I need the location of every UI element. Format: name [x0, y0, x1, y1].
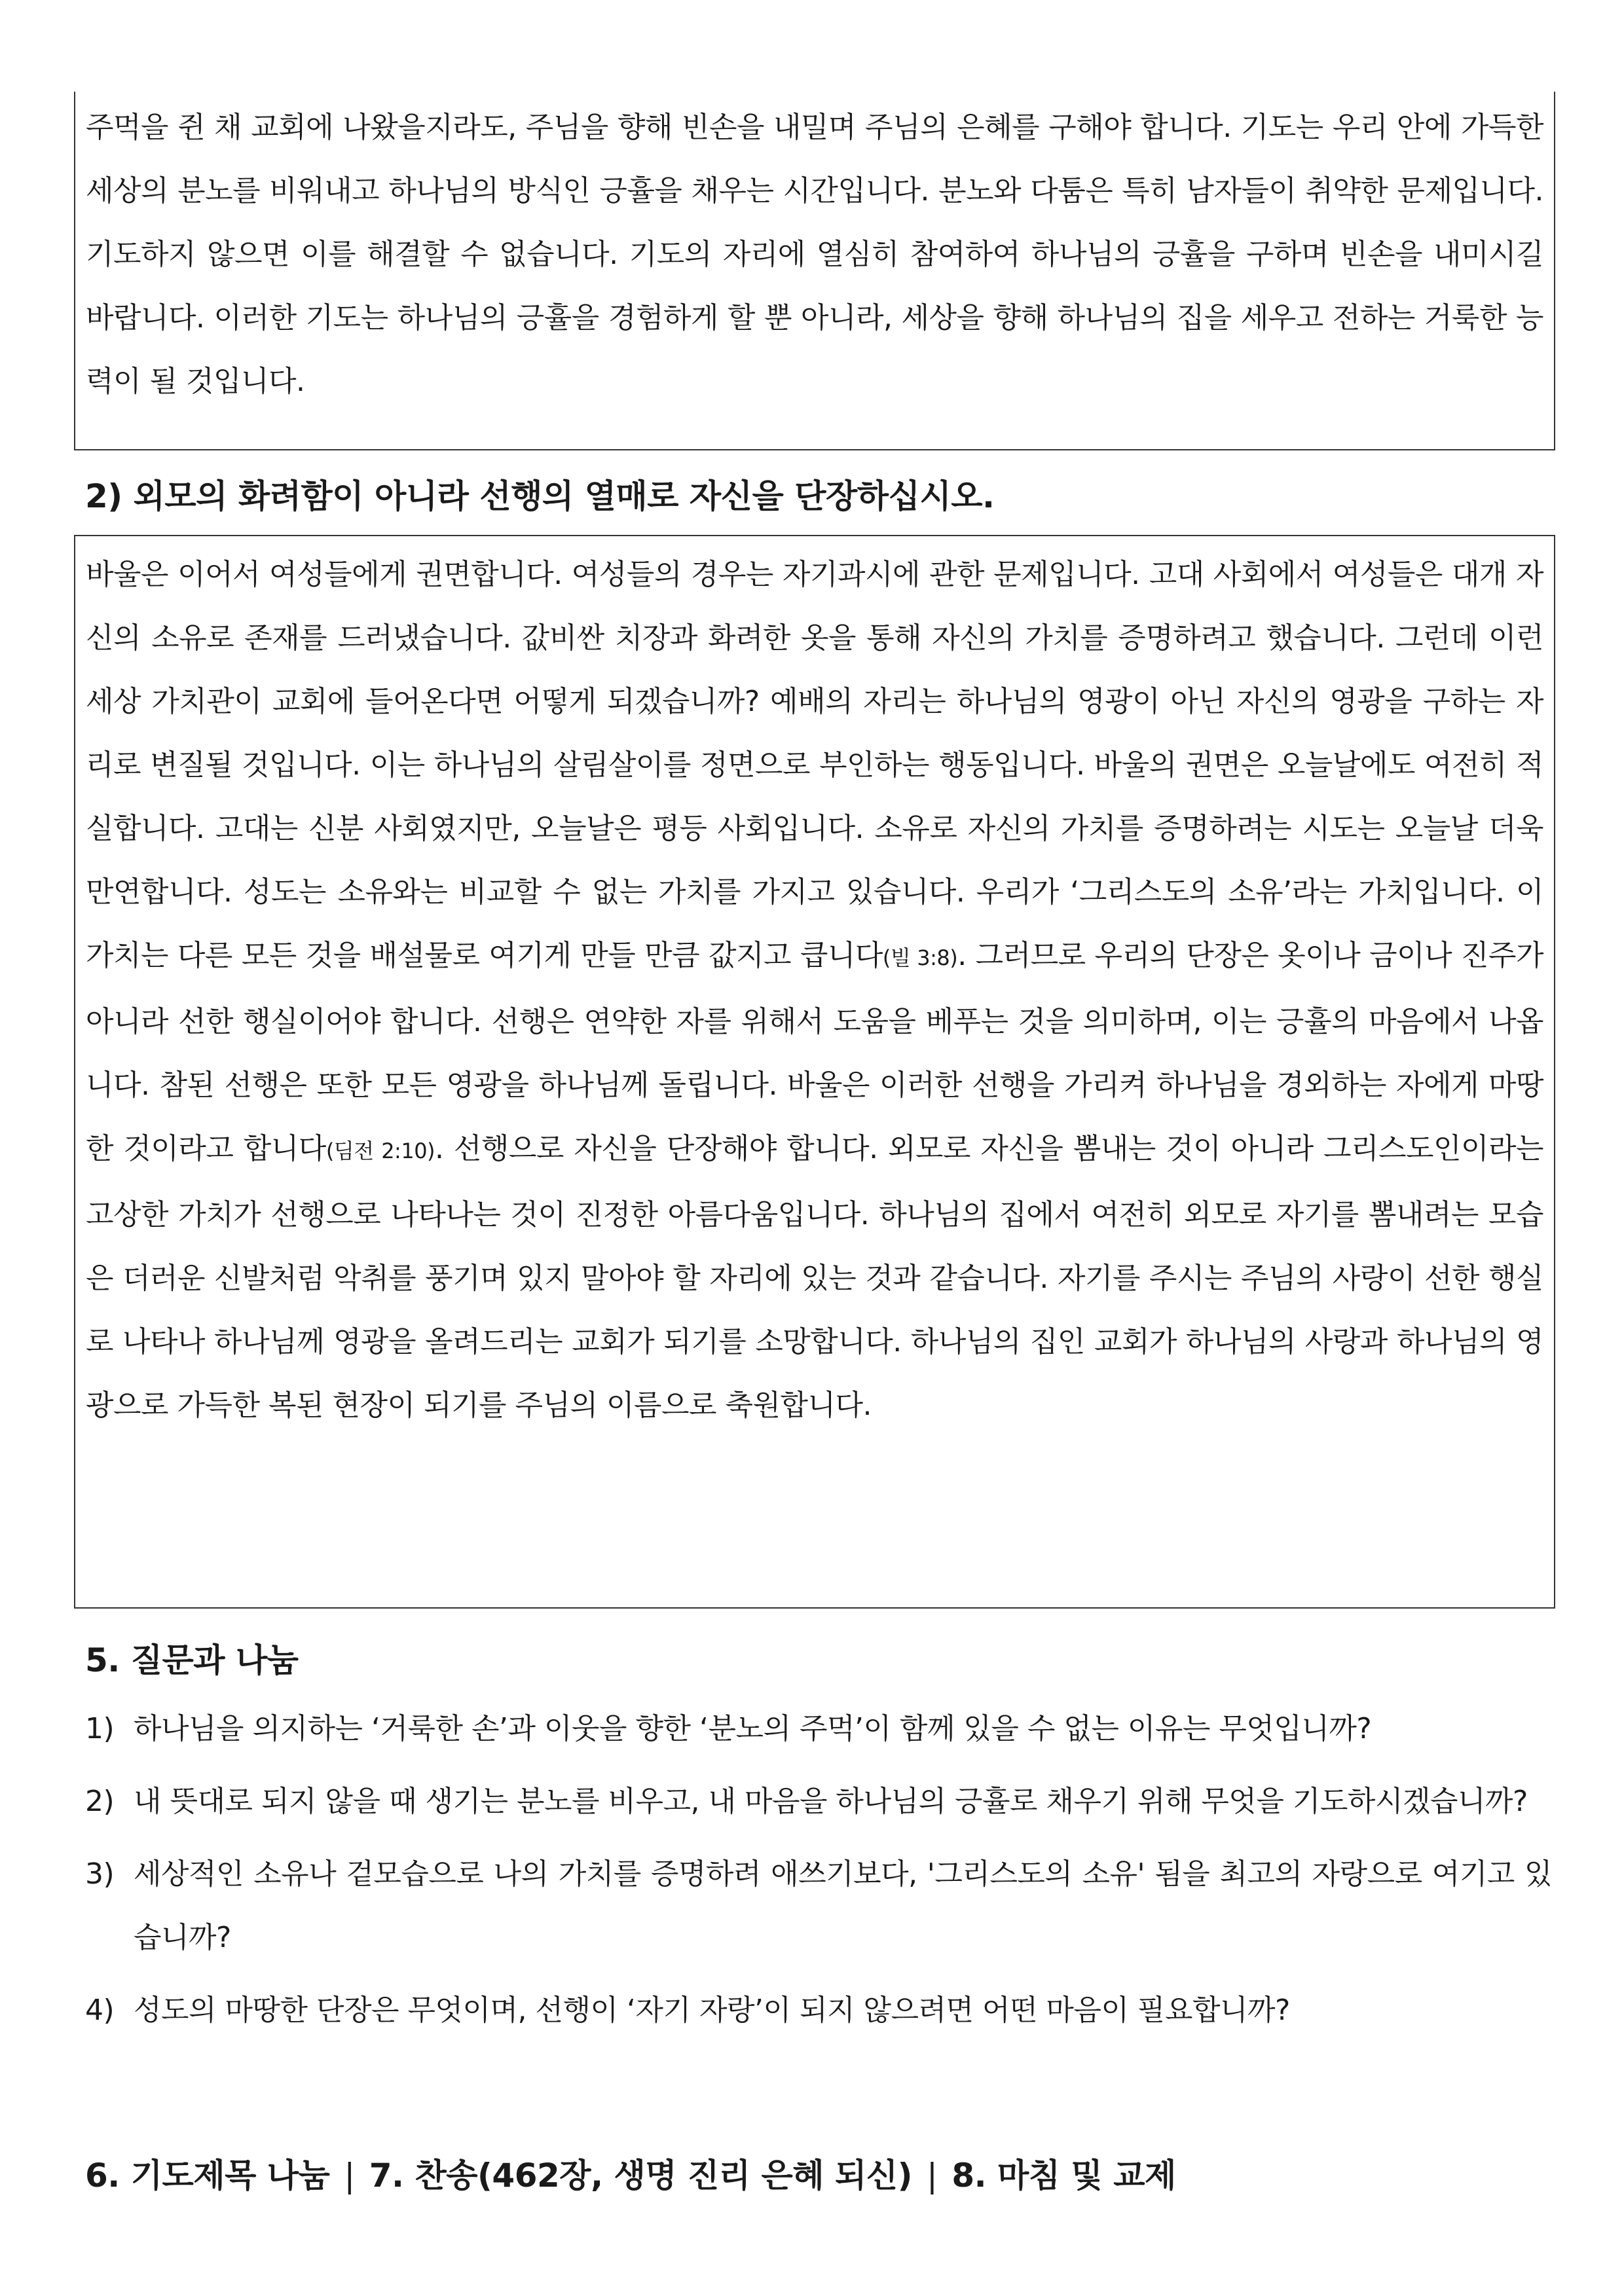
sermon-text-box-good-deeds [74, 535, 1555, 1609]
question-text: 내 뜻대로 되지 않을 때 생기는 분노를 비우고, 내 마음을 하나님의 긍휼로 채우기 위해 무엇을 기도하시겠습니까? [134, 1785, 1528, 1818]
scripture-reference: (딤전 2:10) [325, 1139, 435, 1163]
question-number: 1) [85, 1712, 115, 1745]
question-item [85, 1770, 1552, 1833]
scripture-reference: (빌 3:8) [882, 945, 958, 970]
prayer-sharing-item: 6. 기도제목 나눔 [85, 2157, 330, 2195]
section-heading-questions: 5. 질문과 나눔 [85, 1641, 299, 1679]
question-number: 2) [85, 1785, 115, 1818]
closing-item: 8. 마침 및 교제 [951, 2157, 1176, 2195]
good-deeds-paragraph [86, 543, 1543, 1437]
paragraph-part-1: 바울은 이어서 여성들에게 권면합니다. 여성들의 경우는 자기과시에 관한 문제입니다. 고대 사회에서 여성들은 대개 자신의 소유로 존재를 드러냈습니다. 값비싼 치장과 화려한 옷을 통해 자신의 가치를 증명하려고 했습니다. 그런데 이런 세상 가치관이 교회에 들어온다면 어떻게 되겠습니까? 예배의 자리는 하나님의 영광이 아닌 자신의 영광을 구하는 자리로 변질될 것입니다. 이는 하나님의 살림살이를 정면으로 부인하는 행동입니다. 바울의 권면은 오늘날에도 여전히 적실합니다. 고대는 신분 사회였지만, 오늘날은 평등 사회입니다. 소유로 자신의 가치를 증명하려는 시도는 오늘날 더욱 만연합니다. 성도는 소유와는 비교할 수 없는 가치를 가지고 있습니다. 우리가 ‘그리스도의 소유’라는 가치입니다. 이 가치는 다른 모든 것을 배설물로 여기게 만들 만큼 값지고 큽니다 [86, 558, 1543, 972]
question-item [85, 1697, 1552, 1760]
separator: | [926, 2157, 938, 2195]
question-list [85, 1697, 1552, 2051]
separator: | [344, 2157, 355, 2195]
question-text: 성도의 마땅한 단장은 무엇이며, 선행이 ‘자기 자랑’이 되지 않으려면 어떤 마음이 필요합니까? [134, 1994, 1290, 2027]
sermon-text-box-prayer [74, 92, 1555, 450]
question-text: 세상적인 소유나 겉모습으로 나의 가치를 증명하려 애쓰기보다, '그리스도의 소유' 됨을 최고의 자랑으로 여기고 있습니까? [134, 1857, 1552, 1954]
closing-order-line [85, 2156, 1176, 2195]
question-number: 4) [85, 1994, 115, 2027]
prayer-paragraph: 주먹을 쥔 채 교회에 나왔을지라도, 주님을 향해 빈손을 내밀며 주님의 은혜를 구해야 합니다. 기도는 우리 안에 가득한 세상의 분노를 비워내고 하나님의 방식인 긍휼을 채우는 시간입니다. 분노와 다툼은 특히 남자들이 취약한 문제입니다. 기도하지 않으면 이를 해결할 수 없습니다. 기도의 자리에 열심히 참여하여 하나님의 긍휼을 구하며 빈손을 내미시길 바랍니다. 이러한 기도는 하나님의 긍휼을 경험하게 할 뿐 아니라, 세상을 향해 하나님의 집을 세우고 전하는 거룩한 능력이 될 것입니다. [86, 111, 1543, 398]
question-item [85, 1842, 1552, 1969]
paragraph-part-2: . 그러므로 우리의 단장은 옷이나 금이나 진주가 아니라 선한 행실이어야 합니다. 선행은 연약한 자를 위해서 도움을 베푸는 것을 의미하며, 이는 긍휼의 마음에서 나옵니다. 참된 선행은 또한 모든 영광을 하나님께 돌립니다. 바울은 이러한 선행을 가리켜 하나님을 경외하는 자에게 마땅한 것이라고 합니다 [86, 939, 1543, 1165]
hymn-item: 7. 찬송(462장, 생명 진리 은혜 되신) [369, 2157, 912, 2195]
paragraph-part-3: . 선행으로 자신을 단장해야 합니다. 외모로 자신을 뽐내는 것이 아니라 그리스도인이라는 고상한 가치가 선행으로 나타나는 것이 진정한 아름다움입니다. 하나님의 집에서 여전히 외모로 자기를 뽐내려는 모습은 더러운 신발처럼 악취를 풍기며 있지 말아야 할 자리에 있는 것과 같습니다. 자기를 주시는 주님의 사랑이 선한 행실로 나타나 하나님께 영광을 올려드리는 교회가 되기를 소망합니다. 하나님의 집인 교회가 하나님의 사랑과 하나님의 영광으로 가득한 복된 현장이 되기를 주님의 이름으로 축원합니다. [86, 1132, 1544, 1422]
section-heading-good-deeds: 2) 외모의 화려함이 아니라 선행의 열매로 자신을 단장하십시오. [85, 477, 995, 515]
question-text: 하나님을 의지하는 ‘거룩한 손’과 이웃을 향한 ‘분노의 주먹’이 함께 있을 수 없는 이유는 무엇입니까? [134, 1712, 1372, 1745]
question-number: 3) [85, 1857, 115, 1891]
question-item [85, 1978, 1552, 2042]
